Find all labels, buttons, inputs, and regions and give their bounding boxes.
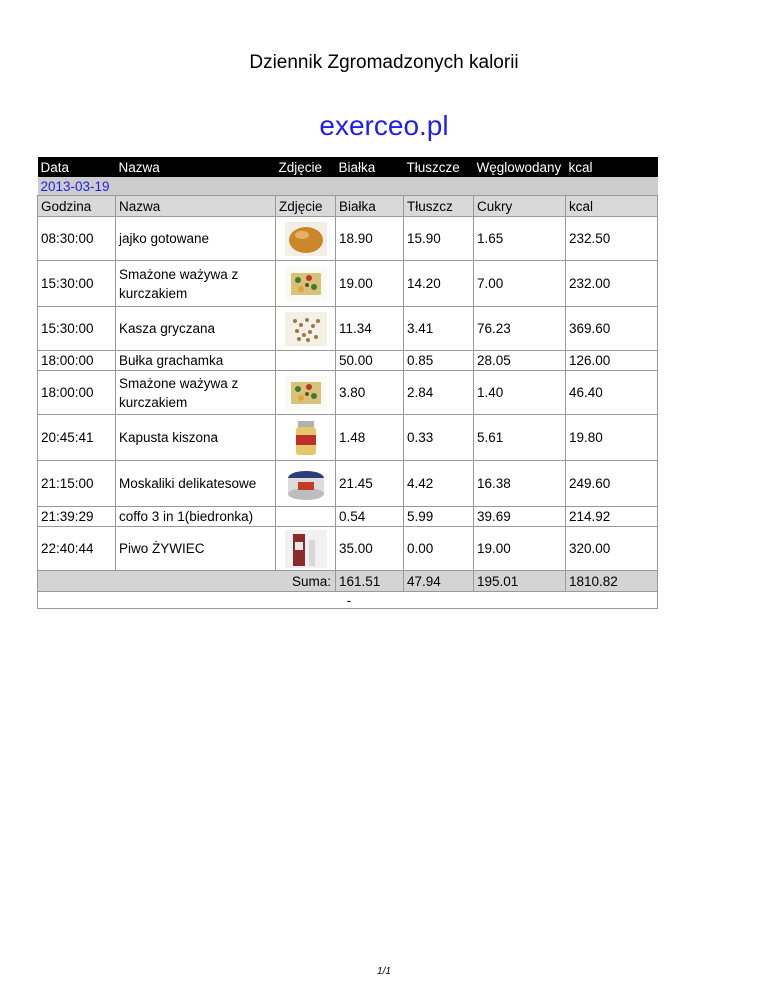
photo-cell xyxy=(276,371,336,415)
fat-cell: 0.33 xyxy=(404,415,474,461)
protein-cell: 0.54 xyxy=(336,507,404,527)
kcal-cell: 232.50 xyxy=(566,217,658,261)
photo-cell xyxy=(276,261,336,307)
beer-icon xyxy=(285,530,327,568)
time-cell: 22:40:44 xyxy=(38,527,116,571)
stir-fry-icon xyxy=(285,267,327,301)
fat-cell: 5.99 xyxy=(404,507,474,527)
subheader-cukry: Cukry xyxy=(474,196,566,217)
table-row xyxy=(38,261,658,307)
table-row xyxy=(38,507,658,527)
food-name-cell: coffo 3 in 1(biedronka) xyxy=(116,507,276,527)
sugar-cell: 76.23 xyxy=(474,307,566,351)
site-link[interactable]: exerceo.pl xyxy=(319,110,449,141)
table-row xyxy=(38,351,658,371)
header-tluszcze: Tłuszcze xyxy=(404,157,474,177)
food-name-cell: Piwo ŻYWIEC xyxy=(116,527,276,571)
kcal-cell: 369.60 xyxy=(566,307,658,351)
subheader-zdjecie: Zdjęcie xyxy=(276,196,336,217)
kcal-cell: 232.00 xyxy=(566,261,658,307)
egg-icon xyxy=(285,222,327,256)
document-title: Dziennik Zgromadzonych kalorii xyxy=(249,52,519,73)
subheader-nazwa: Nazwa xyxy=(116,196,276,217)
kcal-cell: 249.60 xyxy=(566,461,658,507)
header-weglowodany: Węglowodany xyxy=(474,157,566,177)
header-bialka: Białka xyxy=(336,157,404,177)
time-cell: 18:00:00 xyxy=(38,351,116,371)
fat-cell: 0.85 xyxy=(404,351,474,371)
fat-cell: 15.90 xyxy=(404,217,474,261)
sugar-cell: 7.00 xyxy=(474,261,566,307)
food-name-cell: Bułka grachamka xyxy=(116,351,276,371)
fat-cell: 2.84 xyxy=(404,371,474,415)
sugar-cell: 39.69 xyxy=(474,507,566,527)
fat-cell: 0.00 xyxy=(404,527,474,571)
protein-cell: 35.00 xyxy=(336,527,404,571)
time-cell: 08:30:00 xyxy=(38,217,116,261)
header-nazwa: Nazwa xyxy=(116,157,276,177)
kcal-cell: 214.92 xyxy=(566,507,658,527)
time-cell: 15:30:00 xyxy=(38,261,116,307)
page-number: 1/1 xyxy=(377,966,391,977)
buckwheat-icon xyxy=(285,312,327,346)
table-row xyxy=(38,371,658,415)
food-name-cell: Smażone ważywa z kurczakiem xyxy=(116,371,276,415)
table-row xyxy=(38,461,658,507)
photo-cell xyxy=(276,217,336,261)
kcal-cell: 126.00 xyxy=(566,351,658,371)
photo-cell xyxy=(276,461,336,507)
protein-cell: 18.90 xyxy=(336,217,404,261)
sum-row xyxy=(38,571,658,592)
table-header xyxy=(38,157,658,177)
time-cell: 21:15:00 xyxy=(38,461,116,507)
food-name-cell: Moskaliki delikatesowe xyxy=(116,461,276,507)
kcal-cell: 46.40 xyxy=(566,371,658,415)
date-link[interactable]: 2013-03-19 xyxy=(40,178,110,194)
time-cell: 20:45:41 xyxy=(38,415,116,461)
protein-cell: 11.34 xyxy=(336,307,404,351)
table-row xyxy=(38,527,658,571)
header-data: Data xyxy=(38,157,116,177)
calorie-table xyxy=(37,157,658,609)
date-row xyxy=(38,177,658,196)
food-name-cell: jajko gotowane xyxy=(116,217,276,261)
subheader-godzina: Godzina xyxy=(38,196,116,217)
table-row xyxy=(38,415,658,461)
fat-cell: 3.41 xyxy=(404,307,474,351)
table-row xyxy=(38,217,658,261)
protein-cell: 1.48 xyxy=(336,415,404,461)
header-kcal: kcal xyxy=(566,157,658,177)
kcal-cell: 320.00 xyxy=(566,527,658,571)
protein-cell: 21.45 xyxy=(336,461,404,507)
protein-cell: 3.80 xyxy=(336,371,404,415)
sugar-cell: 16.38 xyxy=(474,461,566,507)
sugar-cell: 28.05 xyxy=(474,351,566,371)
subheader-tluszcz: Tłuszcz xyxy=(404,196,474,217)
sum-kcal: 1810.82 xyxy=(566,571,658,592)
fat-cell: 4.42 xyxy=(404,461,474,507)
protein-cell: 50.00 xyxy=(336,351,404,371)
food-name-cell: Kasza gryczana xyxy=(116,307,276,351)
fish-tin-icon xyxy=(284,466,328,502)
photo-cell xyxy=(276,507,336,527)
photo-cell xyxy=(276,307,336,351)
subheader-bialka: Białka xyxy=(336,196,404,217)
sugar-cell: 19.00 xyxy=(474,527,566,571)
sugar-cell: 1.40 xyxy=(474,371,566,415)
sum-sugar: 195.01 xyxy=(474,571,566,592)
subheader-kcal: kcal xyxy=(566,196,658,217)
sugar-cell: 5.61 xyxy=(474,415,566,461)
time-cell: 15:30:00 xyxy=(38,307,116,351)
sum-fat: 47.94 xyxy=(404,571,474,592)
photo-cell xyxy=(276,351,336,371)
protein-cell: 19.00 xyxy=(336,261,404,307)
photo-cell xyxy=(276,415,336,461)
table-row xyxy=(38,307,658,351)
table-subheader xyxy=(38,196,658,217)
jar-icon xyxy=(285,419,327,457)
header-zdjecie: Zdjęcie xyxy=(276,157,336,177)
time-cell: 18:00:00 xyxy=(38,371,116,415)
dash-row xyxy=(38,592,658,609)
food-name-cell: Kapusta kiszona xyxy=(116,415,276,461)
sum-protein: 161.51 xyxy=(336,571,404,592)
sum-label: Suma: xyxy=(38,571,336,592)
stir-fry-icon xyxy=(285,376,327,410)
time-cell: 21:39:29 xyxy=(38,507,116,527)
dash-cell: - xyxy=(38,592,658,609)
fat-cell: 14.20 xyxy=(404,261,474,307)
kcal-cell: 19.80 xyxy=(566,415,658,461)
sugar-cell: 1.65 xyxy=(474,217,566,261)
photo-cell xyxy=(276,527,336,571)
food-name-cell: Smażone ważywa z kurczakiem xyxy=(116,261,276,307)
